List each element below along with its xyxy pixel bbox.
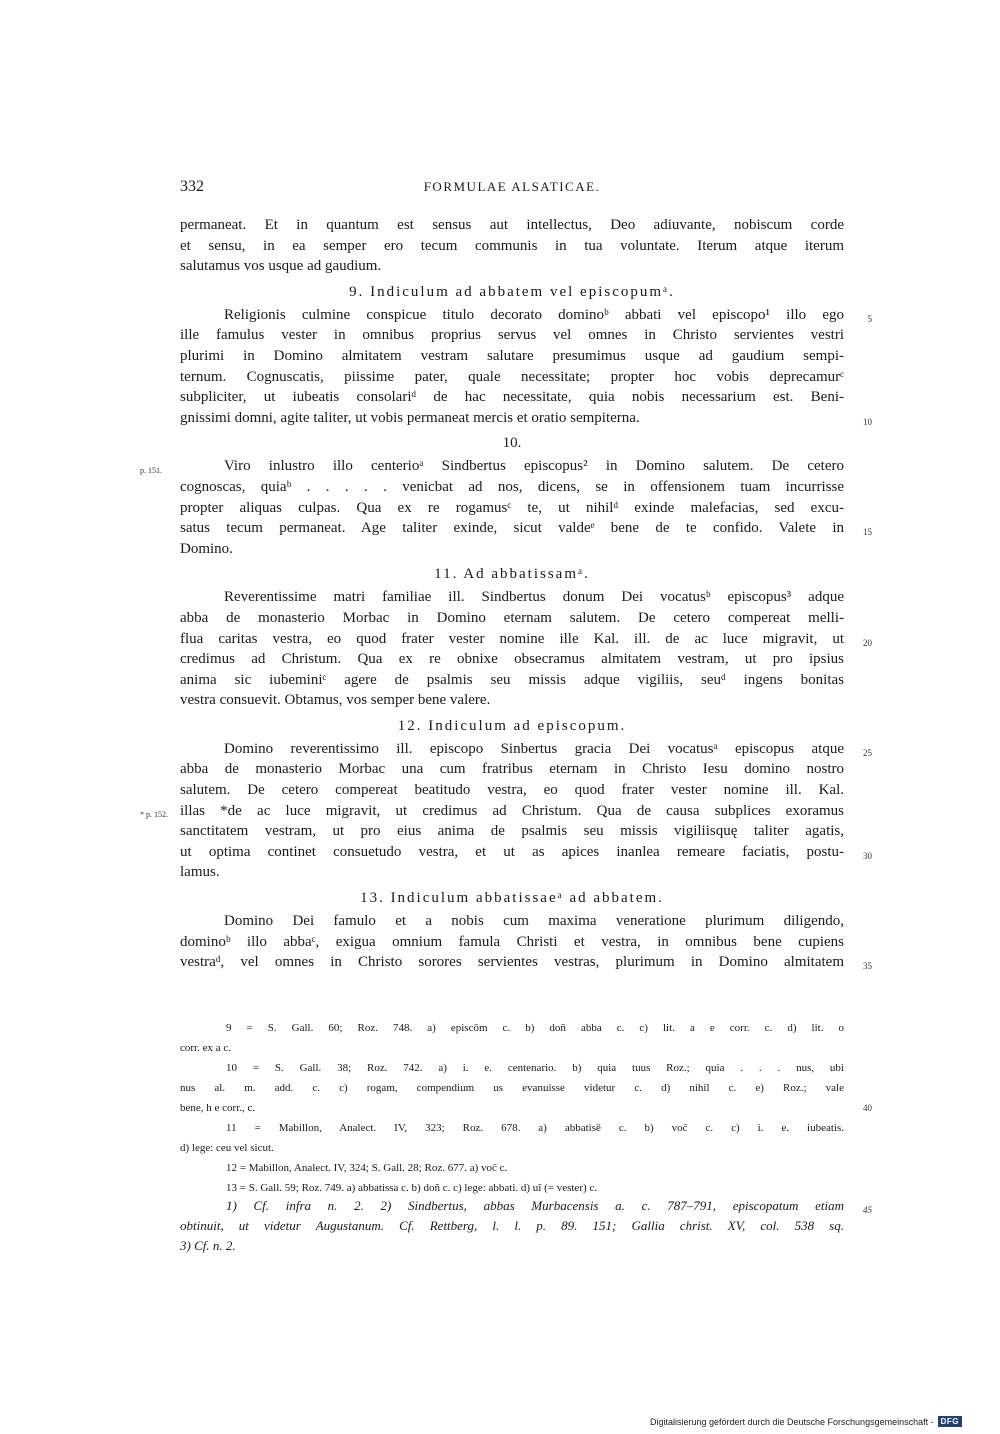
text-line: ternum. Cognuscatis, piissime pater, quale necessitate; propter hoc vobis deprecamurᶜ [180, 368, 844, 385]
text-line: Domino reverentissimo ill. episcopo Sinbertus gracia Dei vocatusᵃ episcopus atque [224, 740, 844, 757]
text-line: illas *de ac luce migravit, ut credimus ad Christum. Qua de causa subplices exoramus [180, 802, 844, 819]
text-line: et sensu, in ea semper ero tecum communis in tua voluntate. Iterum atque iterum [180, 237, 844, 254]
text-line: lamus. [180, 864, 220, 881]
text-line: Domino. [180, 540, 233, 557]
text-line: salutem. De cetero compereat beatitudo vestra, eo quod frater vester nomine ill. Kal. [180, 782, 844, 799]
section-heading-13: 13. Indiculum abbatissaeᵃ ad abbatem. [360, 890, 664, 907]
apparatus-line: 13 = S. Gall. 59; Roz. 749. a) abbatissa c. b) doñ c. c) lege: abbati. d) uī (= vester) c. [226, 1182, 598, 1194]
digitization-credit [650, 1416, 962, 1427]
section-heading-10: 10. [502, 435, 522, 452]
footnote-line: 3) Cf. n. 2. [180, 1238, 236, 1253]
text-line: ut optima continet consuetudo vestra, et ut as apices inanlea remeare faciatis, postu- [180, 843, 844, 860]
apparatus-line: 11 = Mabillon, Analect. IV, 323; Roz. 678. a) abbatisē c. b) voc̄ c. c) i. e. iubeatis. [226, 1122, 844, 1134]
line-number: 40 [863, 1103, 872, 1113]
running-title: FORMULAE ALSATICAE. [423, 179, 601, 194]
section-13 [180, 911, 872, 973]
section-11 [180, 587, 872, 711]
line-number: 15 [863, 527, 872, 538]
text-line: propter aliquas culpas. Qua ex re rogamusᶜ te, ut nihilᵈ exinde malefacias, sed excu- [180, 499, 844, 516]
footnote-line: 1) Cf. infra n. 2. 2) Sindbertus, abbas Murbacensis a. c. 787–791, episcopatum etiam [226, 1198, 844, 1213]
dfg-logo: DFG [938, 1416, 962, 1427]
section-12 [140, 739, 872, 883]
text-line: permaneat. Et in quantum est sensus aut intellectus, Deo adiuvante, nobiscum corde [180, 217, 844, 233]
text-line: credimus ad Christum. Qua ex re obnixe obsecramus almitatem vestram, ut pro ipsius [180, 651, 844, 668]
text-line: plurimi in Domino almitatem vestram salutare presumimus usque ad gaudium sempi- [180, 347, 844, 364]
text-line: satus tecum permaneat. Age taliter exinde, sicut valdeᵉ bene de te confido. Valete in [180, 520, 844, 537]
credit-text: Digitalisierung gefördert durch die Deutsche Forschungsgemeinschaft - [649, 1416, 934, 1427]
text-line: cognoscas, quiaᵇ . . . . . venicbat ad nos, dicens, se in offensionem tuam incurrisse [180, 478, 844, 495]
text-line: anima sic iubeminiᶜ agere de psalmis seu missis adque vigiliis, seuᵈ ingens bonitas [180, 671, 844, 688]
line-number: 30 [863, 850, 872, 861]
margin-page-reference: p. 151. [140, 466, 162, 476]
text-line: ille famulus vester in omnibus proprius servus vel omnes in Christo servientes vestri [180, 327, 844, 344]
footnotes [180, 1196, 872, 1256]
text-line: vestra consuevit. Obtamus, vos semper bene valere. [180, 692, 491, 709]
text-line: Reverentissime matri familiae ill. Sindbertus donum Dei vocatusᵇ episcopus³ adque [224, 589, 844, 606]
text-line: abba de monasterio Morbac una cum fratribus eternam in Christo Iesu domino nostro [180, 761, 844, 778]
line-number: 45 [863, 1205, 872, 1215]
apparatus-line: 9 = S. Gall. 60; Roz. 748. a) episcōm c. b) doñ abba c. c) lit. a e corr. c. d) lit. o [226, 1022, 844, 1034]
text-line: flua caritas vestra, eo quod frater vester nomine ille Kal. ill. de ac luce migravit, ut [180, 630, 844, 647]
apparatus-line: corr. ex a c. [180, 1042, 231, 1054]
main-text [140, 215, 872, 973]
text-line: vestraᵈ, vel omnes in Christo sorores servientes vestras, plurimum in Domino almitatem [180, 954, 844, 971]
section-9 [180, 305, 872, 429]
text-line: gnissimi domni, agite taliter, ut vobis permaneat mercis et oratio sempiterna. [180, 409, 640, 426]
margin-page-reference: * p. 152. [140, 809, 168, 819]
text-line: subpliciter, ut iubeatis consolariᵈ de hac necessitate, quia nobis necessarium est. Beni- [180, 389, 844, 406]
section-heading-11: 11. Ad abbatissamᵃ. [434, 566, 590, 583]
apparatus-line: 12 = Mabillon, Analect. IV, 324; S. Gall. 28; Roz. 677. a) voc̄ c. [226, 1162, 508, 1174]
line-number: 10 [863, 416, 872, 427]
apparatus-line: 10 = S. Gall. 38; Roz. 742. a) i. e. centenario. b) quia tuus Roz.; quia . . . nus, ubi [226, 1062, 844, 1074]
text-line: abba de monasterio Morbac in Domino eternam salutem. De cetero compereat melli- [180, 609, 844, 626]
text-line: salutamus vos usque ad gaudium. [180, 258, 382, 275]
text-line: Viro inlustro illo centerioᵃ Sindbertus episcopus² in Domino salutem. De cetero [224, 458, 844, 475]
line-number: 35 [863, 961, 872, 972]
line-number: 20 [863, 638, 872, 649]
page-number: 332 [180, 178, 204, 195]
critical-apparatus [180, 1018, 872, 1198]
apparatus-line: d) lege: ceu vel sicut. [180, 1142, 274, 1154]
footnote-line: obtinuit, ut videtur Augustanum. Cf. Rettberg, l. l. p. 89. 151; Gallia christ. XV, col. 538 sq. [180, 1218, 844, 1233]
apparatus-line: bene, h e corr., c. [180, 1102, 256, 1114]
text-line: Religionis culmine conspicue titulo decorato dominoᵇ abbati vel episcopo¹ illo ego [224, 306, 844, 323]
text-line: sanctitatem vestram, ut pro eius anima de psalmis seu missis vigiliisquę taliter agatis, [180, 823, 844, 840]
text-line: Domino Dei famulo et a nobis cum maxima veneratione plurimum diligendo, [224, 913, 844, 930]
running-head [180, 178, 844, 200]
line-number: 25 [863, 747, 872, 758]
apparatus-line: nus al. m. add. c. c) rogam, compendium us evanuisse videtur c. d) nihil c. e) Roz.; vale [180, 1082, 844, 1094]
line-number: 5 [867, 313, 872, 324]
section-heading-12: 12. Indiculum ad episcopum. [397, 717, 627, 734]
section-10 [140, 456, 872, 559]
section-heading-9: 9. Indiculum ad abbatem vel episcopumᵃ. [349, 283, 675, 300]
text-line: dominoᵇ illo abbaᶜ, exigua omnium famula Christi et vestra, in omnibus bene cupiens [180, 933, 844, 950]
